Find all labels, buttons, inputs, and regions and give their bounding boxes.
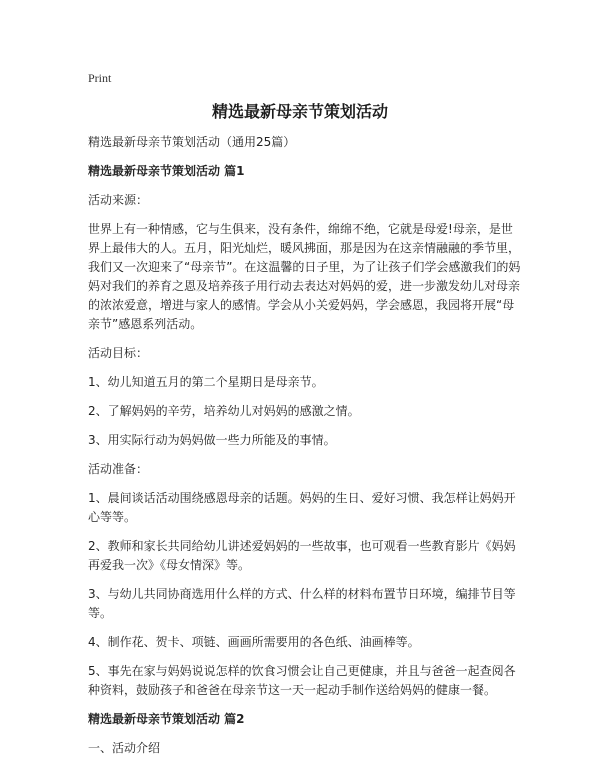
section-heading-1: 精选最新母亲节策划活动 篇1 <box>88 164 245 178</box>
print-link[interactable]: Print <box>88 71 112 85</box>
prep-item: 1、晨间谈话活动围绕感恩母亲的话题。妈妈的生日、爱好习惯、我怎样让妈妈开心等等。 <box>88 491 516 524</box>
goal-item: 2、了解妈妈的辛劳，培养幼儿对妈妈的感激之情。 <box>88 404 360 418</box>
prep-item: 5、事先在家与妈妈说说怎样的饮食习惯会让自己更健康，并且与爸爸一起查阅各种资料，鼓励孩子和爸爸在母亲节这一天一起动手制作送给妈妈的健康一餐。 <box>88 664 516 697</box>
intro-label: 一、活动介绍 <box>88 741 161 755</box>
goal-item: 3、用实际行动为妈妈做一些力所能及的事情。 <box>88 433 336 447</box>
prep-item: 3、与幼儿共同协商选用什么样的方式、什么样的材料布置节日环境，编排节目等等。 <box>88 587 516 620</box>
goal-item: 1、幼儿知道五月的第二个星期日是母亲节。 <box>88 375 324 389</box>
document-body <box>88 133 524 768</box>
source-label: 活动来源： <box>88 193 149 207</box>
section-heading-2: 精选最新母亲节策划活动 篇2 <box>88 712 245 726</box>
prep-label: 活动准备： <box>88 462 149 476</box>
document-subtitle: 精选最新母亲节策划活动（通用25篇） <box>88 135 296 149</box>
prep-item: 2、教师和家长共同给幼儿讲述爱妈妈的一些故事，也可观看一些教育影片《妈妈再爱我一次》《母女情深》等。 <box>88 539 516 572</box>
source-paragraph: 世界上有一种情感，它与生俱来，没有条件，绵绵不绝，它就是母爱!母亲，是世界上最伟大的人。五月，阳光灿烂，暖风拂面，那是因为在这亲情融融的季节里，我们又一次迎来了“母亲节”。在这温馨的日子里，为了让孩子们学会感激我们的妈妈对我们的养育之恩及培养孩子用行动去表达对妈妈的爱，进一步激发幼儿对母亲的浓浓爱意，增进与家人的感情。学会从小关爱妈妈，学会感恩，我园将开展“母亲节”感恩系列活动。 <box>88 222 521 331</box>
prep-item: 4、制作花、贺卡、项链、画画所需要用的各色纸、油画棒等。 <box>88 635 420 649</box>
goal-label: 活动目标： <box>88 346 149 360</box>
page-title: 精选最新母亲节策划活动 <box>211 102 388 121</box>
